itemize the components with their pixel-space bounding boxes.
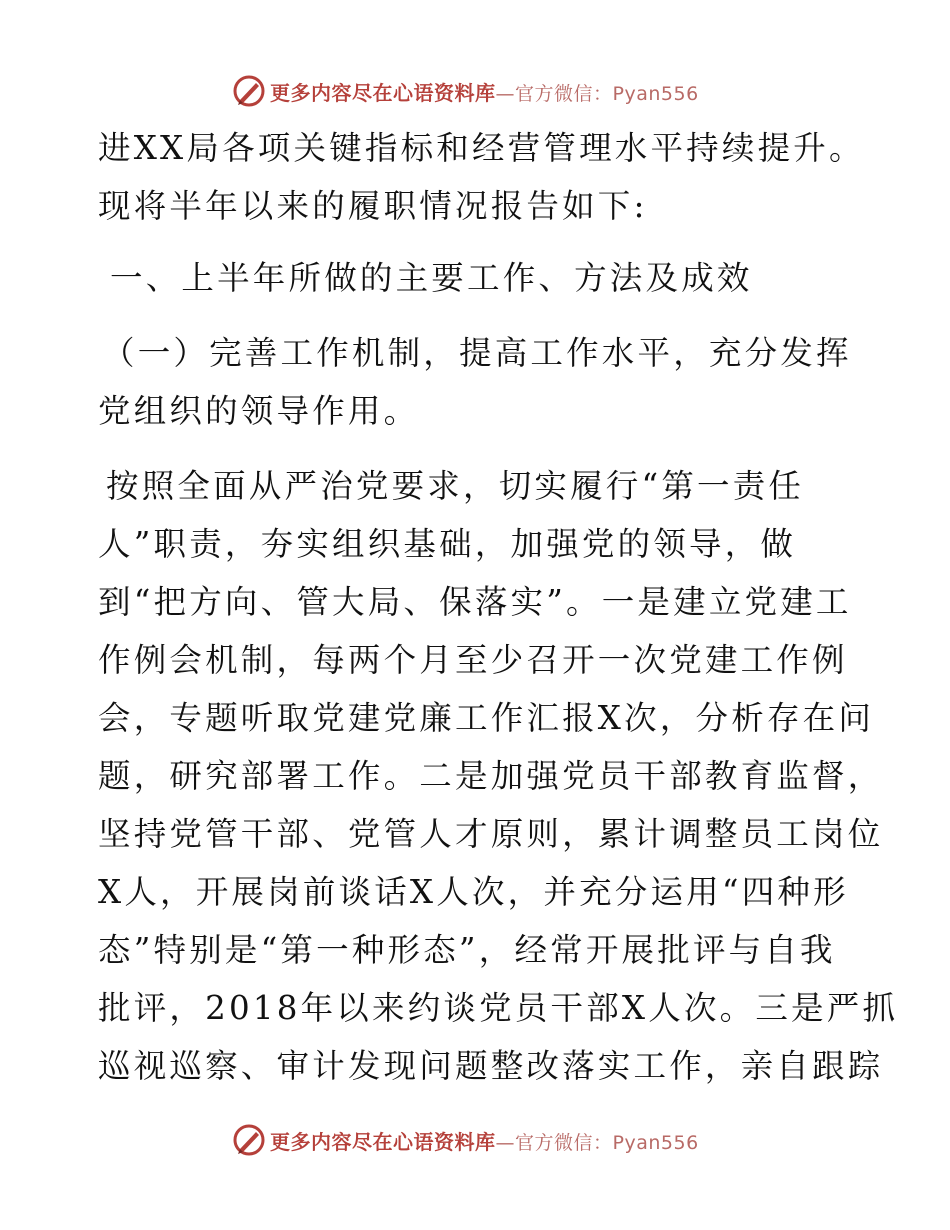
- watermark-brand: 更多内容尽在心语资料库: [270, 1129, 496, 1154]
- paragraph-line: 会，专题听取党建党廉工作汇报X次，分析存在问: [98, 699, 875, 737]
- watermark-header: [232, 73, 699, 109]
- paragraph-line: 到“把方向、管大局、保落实”。一是建立党建工: [98, 583, 852, 621]
- paragraph-line: 人”职责，夯实组织基础，加强党的领导，做: [98, 525, 797, 563]
- watermark-footer: [232, 1122, 699, 1158]
- paragraph-line: 作例会机制，每两个月至少召开一次党建工作例: [98, 641, 848, 679]
- watermark-text: [270, 77, 699, 106]
- paragraph-line: 批评，2018年以来约谈党员干部X人次。三是严抓: [98, 989, 899, 1027]
- watermark-brand: 更多内容尽在心语资料库: [270, 80, 496, 105]
- paragraph-line: 按照全面从严治党要求，切实履行“第一责任: [106, 467, 805, 505]
- paragraph-line: 题，研究部署工作。二是加强党员干部教育监督，: [98, 757, 884, 795]
- section-heading: 一、上半年所做的主要工作、方法及成效: [110, 259, 753, 297]
- pen-logo-icon: [232, 1123, 266, 1157]
- pen-logo-icon: [232, 74, 266, 108]
- subsection-heading: （一）完善工作机制，提高工作水平，充分发挥: [102, 334, 852, 372]
- paragraph-line: 巡视巡察、审计发现问题整改落实工作，亲自跟踪: [98, 1047, 884, 1085]
- paragraph-line: X人，开展岗前谈话X人次，并充分运用“四种形: [98, 873, 849, 911]
- paragraph-line: 坚持党管干部、党管人才原则，累计调整员工岗位: [98, 815, 884, 853]
- watermark-contact: —官方微信：Pyan556: [495, 1131, 699, 1154]
- subsection-heading-cont: 党组织的领导作用。: [98, 392, 420, 430]
- paragraph-line: 态”特别是“第一种形态”，经常开展批评与自我: [98, 931, 836, 969]
- watermark-text: [270, 1126, 699, 1155]
- body-line: 现将半年以来的履职情况报告如下:: [98, 187, 648, 225]
- watermark-contact: —官方微信：Pyan556: [495, 82, 699, 105]
- body-line: 进XX局各项关键指标和经营管理水平持续提升。: [98, 129, 865, 167]
